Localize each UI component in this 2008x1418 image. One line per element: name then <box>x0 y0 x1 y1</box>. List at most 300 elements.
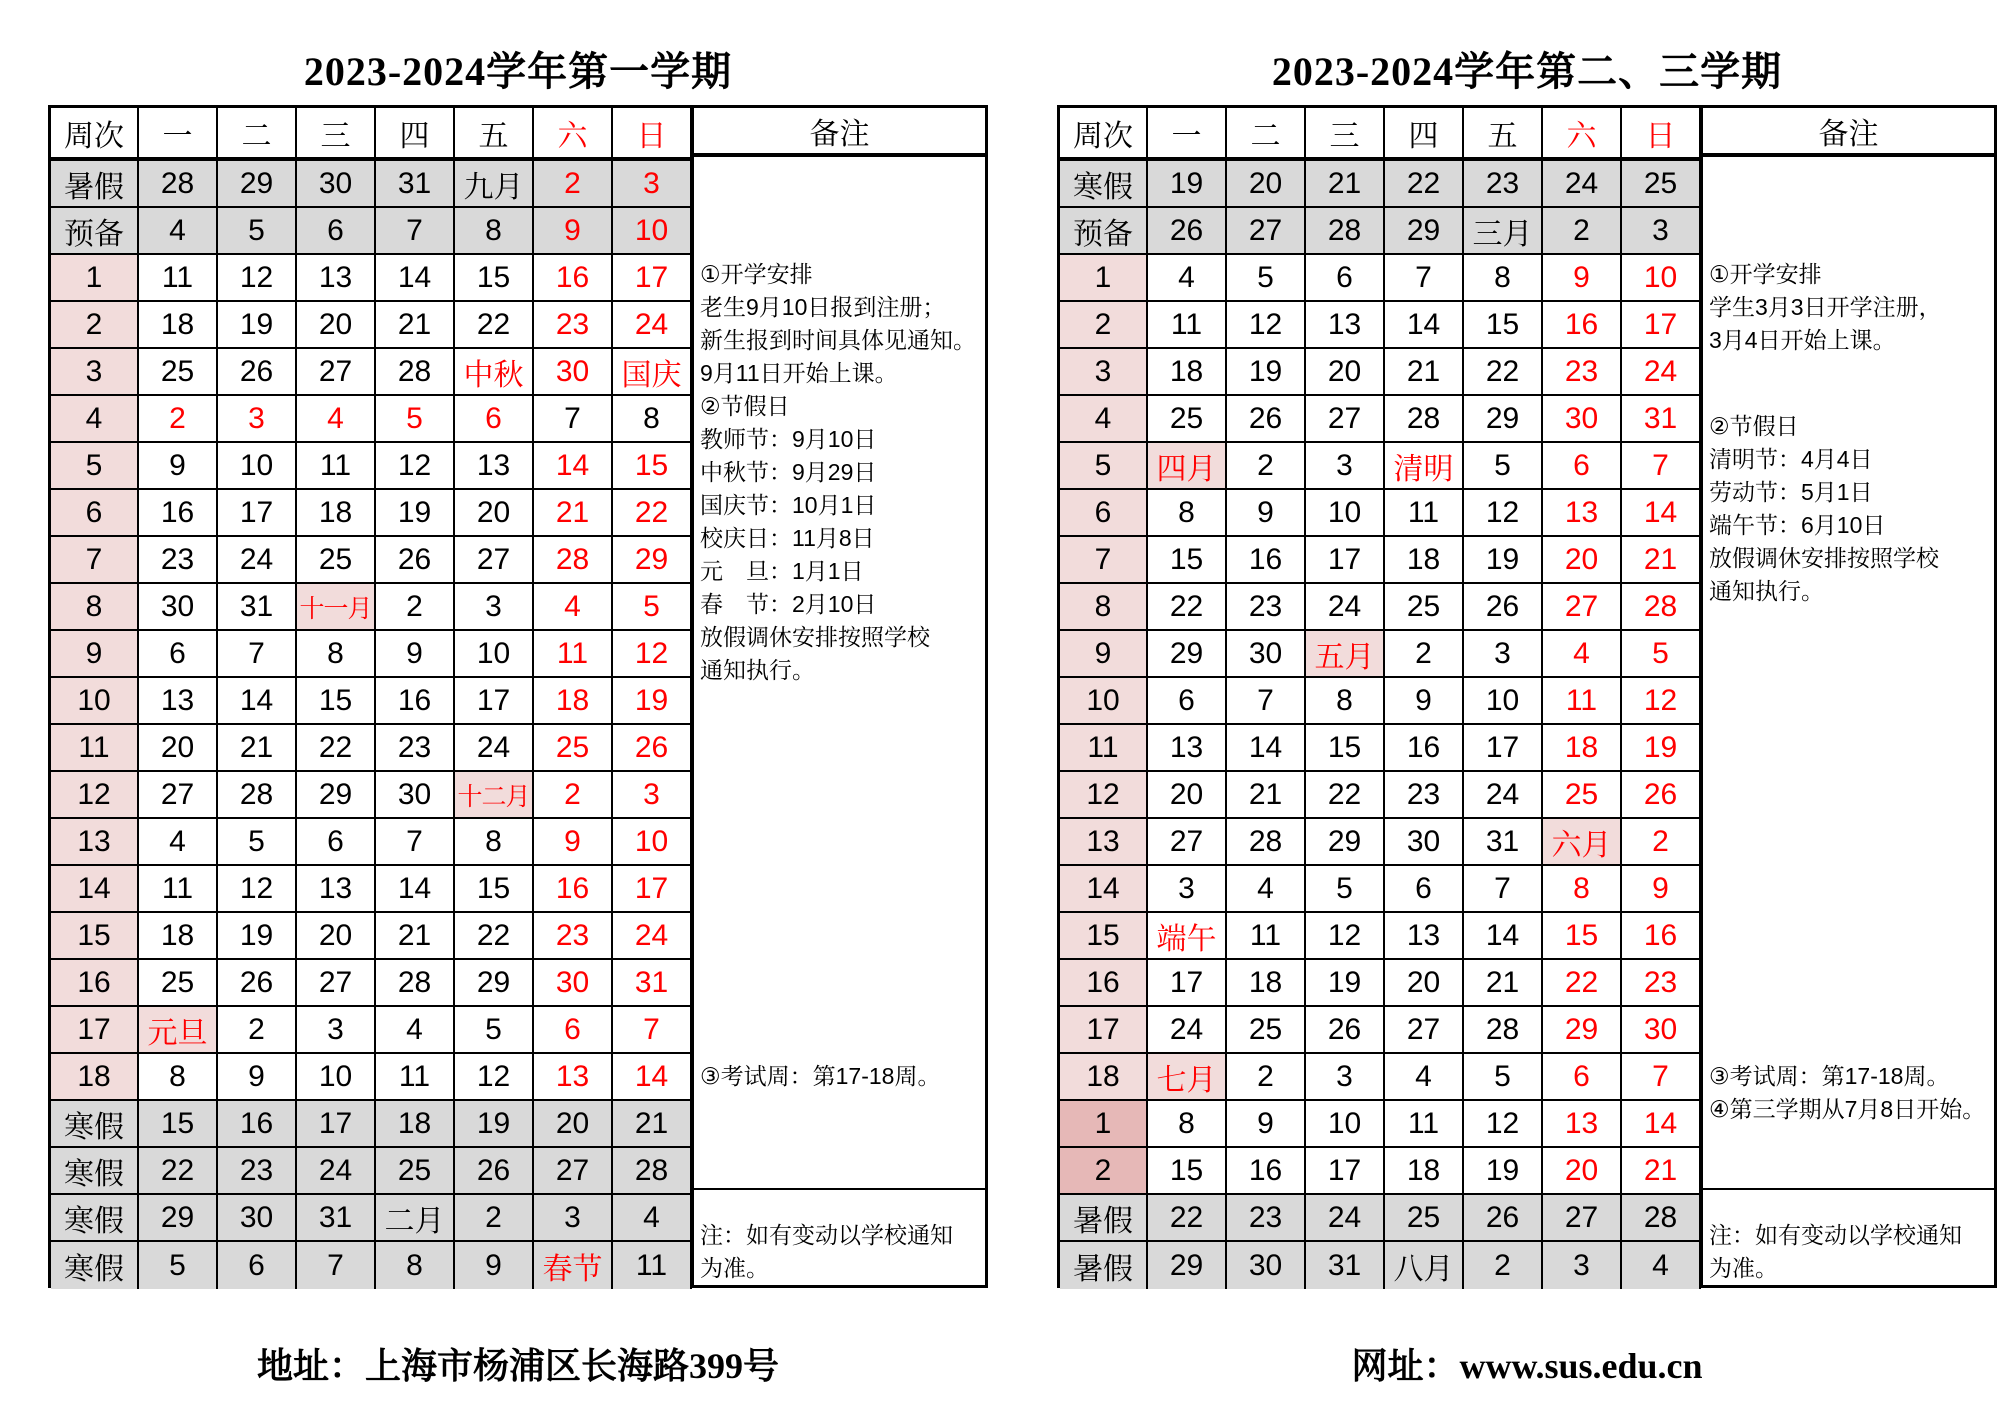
day-cell: 8 <box>455 208 534 253</box>
week-row <box>1060 1148 1701 1195</box>
remarks-text-block <box>1709 1060 1992 1126</box>
day-cell: 2 <box>534 772 613 817</box>
week-label-cell: 7 <box>1060 537 1148 582</box>
day-cell: 16 <box>1227 537 1306 582</box>
day-cell: 16 <box>218 1101 297 1146</box>
day-cell: 15 <box>613 443 692 488</box>
day-cell: 27 <box>1543 584 1622 629</box>
day-cell: 17 <box>1306 537 1385 582</box>
day-cell: 10 <box>613 208 692 253</box>
day-cell: 18 <box>1385 537 1464 582</box>
day-cell: 30 <box>376 772 455 817</box>
day-cell: 24 <box>455 725 534 770</box>
day-cell: 4 <box>139 208 218 253</box>
remarks-line: 为准。 <box>1709 1255 1778 1281</box>
day-cell: 19 <box>1227 349 1306 394</box>
day-cell: 13 <box>1148 725 1227 770</box>
day-cell: 12 <box>376 443 455 488</box>
week-label-cell: 4 <box>1060 396 1148 441</box>
header-row <box>51 108 692 161</box>
week-label-cell: 10 <box>1060 678 1148 723</box>
day-cell: 25 <box>1622 161 1701 206</box>
day-cell: 21 <box>534 490 613 535</box>
week-row <box>51 1148 692 1195</box>
day-cell: 7 <box>1464 866 1543 911</box>
weekday-header-cell: 三 <box>297 108 376 157</box>
day-cell: 10 <box>613 819 692 864</box>
day-cell: 13 <box>534 1054 613 1099</box>
day-cell: 21 <box>1622 537 1701 582</box>
day-cell: 8 <box>1148 490 1227 535</box>
day-cell: 24 <box>1306 584 1385 629</box>
day-cell: 23 <box>139 537 218 582</box>
day-cell: 7 <box>1622 1054 1701 1099</box>
week-row <box>51 302 692 349</box>
day-cell: 7 <box>376 819 455 864</box>
calendar-grid <box>51 108 692 1289</box>
day-cell: 8 <box>1148 1101 1227 1146</box>
day-cell: 12 <box>1464 490 1543 535</box>
day-cell: 22 <box>1148 1195 1227 1240</box>
week-row <box>51 490 692 537</box>
day-cell: 4 <box>1622 1242 1701 1289</box>
day-cell: 19 <box>1464 1148 1543 1193</box>
day-cell: 清明 <box>1385 443 1464 488</box>
remarks-line: 9月11日开始上课。 <box>700 360 898 386</box>
day-cell: 2 <box>218 1007 297 1052</box>
day-cell: 27 <box>297 349 376 394</box>
week-label-cell: 暑假 <box>51 161 139 206</box>
week-row <box>51 161 692 208</box>
weekday-header-cell: 六 <box>534 108 613 157</box>
day-cell: 元旦 <box>139 1007 218 1052</box>
week-row <box>51 819 692 866</box>
day-cell: 19 <box>1306 960 1385 1005</box>
week-row <box>51 349 692 396</box>
remarks-line: ④第三学期从7月8日开始。 <box>1709 1096 1986 1122</box>
day-cell: 25 <box>1543 772 1622 817</box>
week-label-cell: 2 <box>1060 302 1148 347</box>
day-cell: 5 <box>1464 443 1543 488</box>
day-cell: 19 <box>455 1101 534 1146</box>
day-cell: 19 <box>1464 537 1543 582</box>
remarks-text-block <box>700 258 983 687</box>
day-cell: 21 <box>1464 960 1543 1005</box>
week-label-cell: 5 <box>1060 443 1148 488</box>
day-cell: 16 <box>534 866 613 911</box>
weekday-header-cell: 五 <box>455 108 534 157</box>
week-row <box>51 255 692 302</box>
day-cell: 19 <box>1622 725 1701 770</box>
remarks-line: ②节假日 <box>1709 413 1799 439</box>
day-cell: 23 <box>1227 584 1306 629</box>
day-cell: 国庆 <box>613 349 692 394</box>
week-row <box>1060 725 1701 772</box>
weekday-header-cell: 二 <box>1227 108 1306 157</box>
week-label-cell: 预备 <box>51 208 139 253</box>
day-cell: 27 <box>1148 819 1227 864</box>
week-row <box>51 1242 692 1289</box>
week-row <box>51 584 692 631</box>
weekday-header-cell: 四 <box>1385 108 1464 157</box>
day-cell: 18 <box>1543 725 1622 770</box>
week-row <box>1060 584 1701 631</box>
week-label-cell: 2 <box>51 302 139 347</box>
first-semester-table <box>48 105 988 1288</box>
day-cell: 31 <box>1306 1242 1385 1289</box>
day-cell: 26 <box>1464 1195 1543 1240</box>
week-row <box>1060 1195 1701 1242</box>
day-cell: 26 <box>376 537 455 582</box>
day-cell: 30 <box>534 349 613 394</box>
day-cell: 19 <box>1148 161 1227 206</box>
day-cell: 29 <box>139 1195 218 1240</box>
day-cell: 4 <box>139 819 218 864</box>
day-cell: 27 <box>297 960 376 1005</box>
day-cell: 2 <box>1622 819 1701 864</box>
week-label-cell: 9 <box>1060 631 1148 676</box>
day-cell: 6 <box>297 208 376 253</box>
day-cell: 4 <box>376 1007 455 1052</box>
day-cell: 31 <box>218 584 297 629</box>
day-cell: 14 <box>1464 913 1543 958</box>
day-cell: 29 <box>1543 1007 1622 1052</box>
day-cell: 10 <box>1622 255 1701 300</box>
day-cell: 24 <box>1464 772 1543 817</box>
week-label-cell: 寒假 <box>51 1195 139 1240</box>
day-cell: 17 <box>297 1101 376 1146</box>
day-cell: 14 <box>376 866 455 911</box>
address-footer: 地址：上海市杨浦区长海路399号 <box>256 1346 779 1386</box>
day-cell: 14 <box>1622 1101 1701 1146</box>
day-cell: 25 <box>534 725 613 770</box>
day-cell: 27 <box>1543 1195 1622 1240</box>
day-cell: 30 <box>1543 396 1622 441</box>
remarks-line: 劳动节：5月1日 <box>1709 479 1873 505</box>
day-cell: 5 <box>1306 866 1385 911</box>
day-cell: 29 <box>1306 819 1385 864</box>
day-cell: 8 <box>297 631 376 676</box>
day-cell: 30 <box>1622 1007 1701 1052</box>
day-cell: 十二月 <box>455 772 534 817</box>
week-row <box>51 678 692 725</box>
day-cell: 17 <box>218 490 297 535</box>
week-row <box>51 443 692 490</box>
day-cell: 20 <box>297 302 376 347</box>
week-label-cell: 1 <box>1060 1101 1148 1146</box>
day-cell: 28 <box>534 537 613 582</box>
day-cell: 25 <box>139 960 218 1005</box>
week-column-header: 周次 <box>1060 108 1148 157</box>
day-cell: 21 <box>376 913 455 958</box>
day-cell: 6 <box>139 631 218 676</box>
day-cell: 10 <box>1464 678 1543 723</box>
day-cell: 5 <box>613 584 692 629</box>
day-cell: 3 <box>613 161 692 206</box>
day-cell: 3 <box>534 1195 613 1240</box>
remarks-text-block <box>1709 1219 1992 1285</box>
week-label-cell: 16 <box>1060 960 1148 1005</box>
day-cell: 18 <box>139 302 218 347</box>
day-cell: 23 <box>1543 349 1622 394</box>
day-cell: 31 <box>376 161 455 206</box>
day-cell: 29 <box>455 960 534 1005</box>
day-cell: 22 <box>455 302 534 347</box>
week-label-cell: 12 <box>1060 772 1148 817</box>
day-cell: 11 <box>534 631 613 676</box>
day-cell: 30 <box>218 1195 297 1240</box>
day-cell: 23 <box>534 302 613 347</box>
week-row <box>1060 1242 1701 1289</box>
day-cell: 16 <box>139 490 218 535</box>
week-label-cell: 6 <box>1060 490 1148 535</box>
day-cell: 16 <box>1227 1148 1306 1193</box>
day-cell: 15 <box>139 1101 218 1146</box>
day-cell: 16 <box>1385 725 1464 770</box>
day-cell: 17 <box>613 255 692 300</box>
week-row <box>1060 349 1701 396</box>
day-cell: 18 <box>1148 349 1227 394</box>
day-cell: 14 <box>376 255 455 300</box>
day-cell: 27 <box>1227 208 1306 253</box>
day-cell: 2 <box>1385 631 1464 676</box>
day-cell: 9 <box>218 1054 297 1099</box>
day-cell: 22 <box>455 913 534 958</box>
day-cell: 8 <box>1306 678 1385 723</box>
day-cell: 3 <box>1543 1242 1622 1289</box>
remarks-header: 备注 <box>694 108 985 157</box>
day-cell: 29 <box>1385 208 1464 253</box>
week-row <box>1060 1007 1701 1054</box>
day-cell: 23 <box>376 725 455 770</box>
day-cell: 18 <box>1227 960 1306 1005</box>
week-row <box>1060 866 1701 913</box>
remarks-line: 注：如有变动以学校通知 <box>700 1222 953 1248</box>
day-cell: 八月 <box>1385 1242 1464 1289</box>
week-row <box>51 631 692 678</box>
weekday-header-cell: 四 <box>376 108 455 157</box>
remarks-text-block <box>700 1219 983 1285</box>
day-cell: 6 <box>534 1007 613 1052</box>
day-cell: 29 <box>1148 631 1227 676</box>
day-cell: 20 <box>297 913 376 958</box>
weeks-rows <box>51 161 692 1289</box>
day-cell: 20 <box>1543 537 1622 582</box>
day-cell: 26 <box>613 725 692 770</box>
weekday-header-cell: 五 <box>1464 108 1543 157</box>
day-cell: 23 <box>1227 1195 1306 1240</box>
day-cell: 3 <box>1148 866 1227 911</box>
day-cell: 17 <box>455 678 534 723</box>
week-label-cell: 7 <box>51 537 139 582</box>
day-cell: 21 <box>376 302 455 347</box>
week-label-cell: 18 <box>1060 1054 1148 1099</box>
day-cell: 17 <box>1148 960 1227 1005</box>
day-cell: 13 <box>1385 913 1464 958</box>
day-cell: 22 <box>1464 349 1543 394</box>
weekday-header-cell: 日 <box>1622 108 1701 157</box>
week-label-cell: 15 <box>51 913 139 958</box>
day-cell: 30 <box>534 960 613 1005</box>
day-cell: 29 <box>1464 396 1543 441</box>
day-cell: 9 <box>1227 490 1306 535</box>
week-row <box>51 1007 692 1054</box>
week-row <box>1060 913 1701 960</box>
day-cell: 7 <box>1227 678 1306 723</box>
day-cell: 9 <box>1543 255 1622 300</box>
day-cell: 3 <box>297 1007 376 1052</box>
day-cell: 26 <box>218 349 297 394</box>
day-cell: 26 <box>1622 772 1701 817</box>
day-cell: 6 <box>1306 255 1385 300</box>
day-cell: 22 <box>297 725 376 770</box>
week-row <box>1060 678 1701 725</box>
day-cell: 25 <box>1227 1007 1306 1052</box>
day-cell: 26 <box>455 1148 534 1193</box>
day-cell: 24 <box>1148 1007 1227 1052</box>
day-cell: 4 <box>1148 255 1227 300</box>
remarks-line: 清明节：4月4日 <box>1709 446 1873 472</box>
day-cell: 9 <box>376 631 455 676</box>
day-cell: 30 <box>139 584 218 629</box>
remarks-line: ①开学安排 <box>700 261 813 287</box>
day-cell: 23 <box>1385 772 1464 817</box>
remarks-line: 3月4日开始上课。 <box>1709 327 1896 353</box>
day-cell: 11 <box>1227 913 1306 958</box>
day-cell: 13 <box>455 443 534 488</box>
week-label-cell: 预备 <box>1060 208 1148 253</box>
day-cell: 18 <box>1385 1148 1464 1193</box>
day-cell: 24 <box>297 1148 376 1193</box>
remarks-line: 放假调休安排按照学校 <box>1709 545 1939 571</box>
day-cell: 2 <box>376 584 455 629</box>
day-cell: 九月 <box>455 161 534 206</box>
week-row <box>1060 819 1701 866</box>
day-cell: 28 <box>1622 1195 1701 1240</box>
weekday-header-cell: 一 <box>1148 108 1227 157</box>
day-cell: 28 <box>218 772 297 817</box>
day-cell: 5 <box>139 1242 218 1289</box>
day-cell: 22 <box>613 490 692 535</box>
day-cell: 22 <box>1543 960 1622 1005</box>
remarks-line: 学生3月3日开学注册， <box>1709 294 1942 320</box>
week-row <box>51 208 692 255</box>
remarks-line: 放假调休安排按照学校 <box>700 624 930 650</box>
day-cell: 20 <box>1543 1148 1622 1193</box>
day-cell: 15 <box>1543 913 1622 958</box>
remarks-line: 端午节：6月10日 <box>1709 512 1886 538</box>
remarks-body <box>1703 157 1994 1281</box>
weekday-header-cell: 一 <box>139 108 218 157</box>
week-row <box>1060 537 1701 584</box>
day-cell: 6 <box>1543 1054 1622 1099</box>
day-cell: 8 <box>455 819 534 864</box>
day-cell: 24 <box>613 302 692 347</box>
calendar-grid <box>1060 108 1701 1289</box>
day-cell: 9 <box>455 1242 534 1289</box>
day-cell: 28 <box>1464 1007 1543 1052</box>
day-cell: 28 <box>613 1148 692 1193</box>
week-label-cell: 1 <box>51 255 139 300</box>
day-cell: 6 <box>297 819 376 864</box>
day-cell: 24 <box>1306 1195 1385 1240</box>
remarks-line: 通知执行。 <box>1709 578 1824 604</box>
remarks-text-block <box>700 1060 983 1093</box>
weeks-rows <box>1060 161 1701 1289</box>
remarks-line: ③考试周：第17-18周。 <box>1709 1063 1950 1089</box>
day-cell: 18 <box>139 913 218 958</box>
day-cell: 27 <box>1385 1007 1464 1052</box>
day-cell: 31 <box>613 960 692 1005</box>
day-cell: 25 <box>1385 1195 1464 1240</box>
day-cell: 19 <box>218 913 297 958</box>
day-cell: 16 <box>376 678 455 723</box>
day-cell: 3 <box>613 772 692 817</box>
first-semester-title: 2023-2024学年第一学期 <box>303 49 733 94</box>
day-cell: 12 <box>1464 1101 1543 1146</box>
day-cell: 2 <box>534 161 613 206</box>
day-cell: 5 <box>376 396 455 441</box>
day-cell: 26 <box>218 960 297 1005</box>
remarks-line: 春 节：2月10日 <box>700 591 877 617</box>
day-cell: 13 <box>1543 490 1622 535</box>
week-row <box>51 960 692 1007</box>
day-cell: 28 <box>1306 208 1385 253</box>
day-cell: 12 <box>613 631 692 676</box>
week-label-cell: 14 <box>51 866 139 911</box>
day-cell: 15 <box>1464 302 1543 347</box>
week-label-cell: 3 <box>51 349 139 394</box>
day-cell: 11 <box>613 1242 692 1289</box>
remarks-line: 老生9月10日报到注册； <box>700 294 946 320</box>
day-cell: 6 <box>1385 866 1464 911</box>
day-cell: 9 <box>1227 1101 1306 1146</box>
second-third-semester-title: 2023-2024学年第二、三学期 <box>1271 49 1783 94</box>
week-label-cell: 14 <box>1060 866 1148 911</box>
day-cell: 11 <box>1543 678 1622 723</box>
week-row <box>1060 255 1701 302</box>
day-cell: 三月 <box>1464 208 1543 253</box>
remarks-text-block <box>1709 410 1992 608</box>
day-cell: 13 <box>297 866 376 911</box>
day-cell: 7 <box>376 208 455 253</box>
day-cell: 14 <box>1622 490 1701 535</box>
day-cell: 9 <box>534 819 613 864</box>
day-cell: 20 <box>1227 161 1306 206</box>
day-cell: 24 <box>218 537 297 582</box>
day-cell: 12 <box>218 866 297 911</box>
remarks-line: ①开学安排 <box>1709 261 1822 287</box>
day-cell: 23 <box>1622 960 1701 1005</box>
week-row <box>1060 1101 1701 1148</box>
day-cell: 2 <box>1227 1054 1306 1099</box>
day-cell: 2 <box>139 396 218 441</box>
day-cell: 21 <box>1306 161 1385 206</box>
week-label-cell: 寒假 <box>1060 161 1148 206</box>
day-cell: 22 <box>1385 161 1464 206</box>
day-cell: 5 <box>455 1007 534 1052</box>
week-row <box>1060 161 1701 208</box>
remarks-line: 新生报到时间具体见通知。 <box>700 327 976 353</box>
day-cell: 29 <box>297 772 376 817</box>
week-label-cell: 暑假 <box>1060 1195 1148 1240</box>
day-cell: 15 <box>1306 725 1385 770</box>
day-cell: 10 <box>297 1054 376 1099</box>
day-cell: 27 <box>455 537 534 582</box>
day-cell: 25 <box>376 1148 455 1193</box>
remarks-divider <box>692 1188 985 1190</box>
day-cell: 6 <box>1543 443 1622 488</box>
